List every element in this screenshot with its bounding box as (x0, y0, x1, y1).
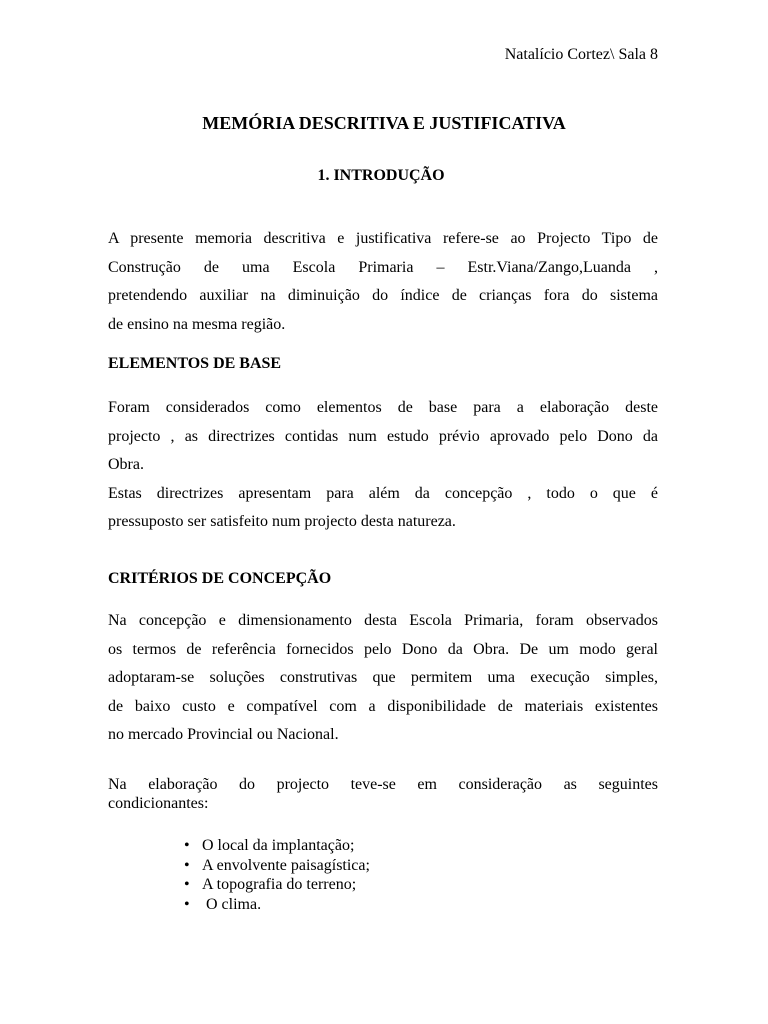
list-item: • A envolvente paisagística; (182, 856, 370, 876)
criterios-line: no mercado Provincial ou Nacional. (108, 726, 339, 743)
page-header-author: Natalício Cortez\ Sala 8 (504, 46, 658, 63)
elementos-line: projecto , as directrizes contidas num estudo prévio aprovado pelo Dono da (108, 427, 658, 445)
elementos-line: Obra. (108, 456, 144, 473)
criterios-line: adoptaram-se soluções construtivas que permitem uma execução simples, (108, 669, 658, 686)
introduction-heading: 1. INTRODUÇÃO (317, 167, 445, 184)
list-item: • O local da implantação; (182, 836, 370, 856)
list-item: • O clima. (182, 895, 370, 915)
criterios-line: Na concepção e dimensionamento desta Escola Primaria, foram observados (108, 612, 658, 629)
introduction-line: pretendendo auxiliar na diminuição do índice de crianças fora do sistema (108, 287, 658, 304)
condicionantes-list (182, 836, 370, 914)
introduction-line: A presente memoria descritiva e justificativa refere-se ao Projecto Tipo de (108, 230, 658, 247)
introduction-paragraph (108, 225, 658, 339)
document-title: MEMÓRIA DESCRITIVA E JUSTIFICATIVA (202, 113, 566, 133)
elementos-paragraph (108, 394, 658, 537)
introduction-line: Construção de uma Escola Primaria – Estr.Viana/Zango,Luanda , (108, 258, 658, 276)
elementos-line: pressuposto ser satisfeito num projecto desta natureza. (108, 513, 456, 530)
criterios-line: de baixo custo e compatível com a disponibilidade de materiais existentes (108, 697, 658, 715)
criterios-line: os termos de referência fornecidos pelo Dono da Obra. De um modo geral (108, 640, 658, 658)
elementos-heading: ELEMENTOS DE BASE (108, 355, 282, 372)
elaboracao-line: condicionantes: (108, 795, 209, 812)
elaboracao-paragraph (108, 775, 658, 813)
criterios-paragraph (108, 607, 658, 750)
introduction-line: de ensino na mesma região. (108, 315, 286, 333)
elaboracao-line: Na elaboração do projecto teve-se em consideração as seguintes (108, 776, 658, 793)
elementos-line: Foram considerados como elementos de base para a elaboração deste (108, 399, 658, 416)
criterios-heading: CRITÉRIOS DE CONCEPÇÃO (108, 570, 332, 587)
elementos-line: Estas directrizes apresentam para além da concepção , todo o que é (108, 484, 658, 502)
list-item: • A topografia do terreno; (182, 875, 370, 895)
